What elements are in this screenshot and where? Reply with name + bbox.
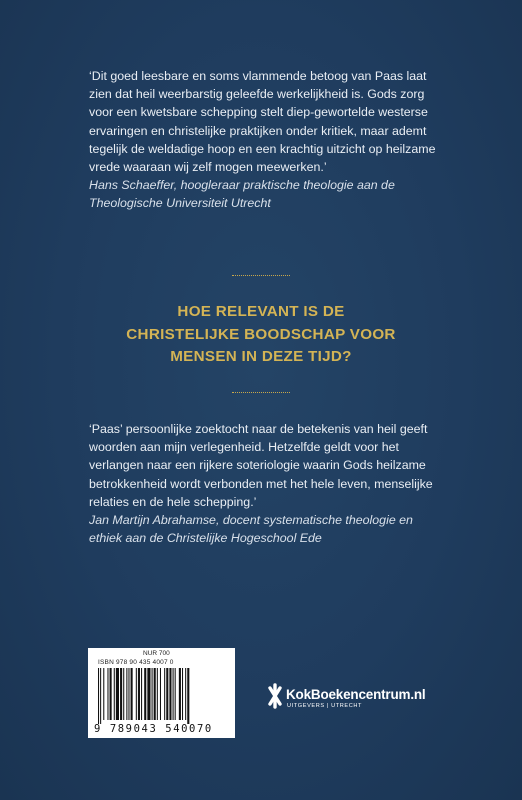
barcode-digits: 9 789043 540070: [94, 723, 213, 735]
review-quote-1-text: ‘Dit goed leesbare en soms vlammende betoog van Paas laat zien dat heil weerbarstig geleefde werkelijkheid is. Gods zorg voor een kwetsbare schepping stelt diep-gewortelde westerse ervaringen en christelijke praktijken onder kritiek, maar ademt tegelijk de weldadige hoop en een krachtig uitzicht op heilzame vrede waaraan wij zelf mogen meewerken.’: [89, 69, 436, 175]
barcode-box: [88, 648, 235, 738]
dotted-divider-top: [232, 275, 290, 276]
headline: [40, 301, 482, 369]
headline-line-1: HOE RELEVANT IS DE: [177, 303, 345, 320]
review-quote-1-attribution: Hans Schaeffer, hoogleraar praktische theologie aan de Theologische Universiteit Utrecht: [89, 178, 395, 211]
publisher-logo: [266, 682, 456, 712]
publisher-subtitle: UITGEVERS | UTRECHT: [287, 703, 363, 709]
headline-line-2: CHRISTELIJKE BOODSCHAP VOOR: [126, 325, 396, 343]
barcode-bars: [98, 668, 225, 724]
review-quote-1: [89, 67, 449, 213]
isbn-label: ISBN 978 90 435 4007 0: [98, 659, 174, 666]
review-quote-2: [89, 420, 449, 547]
kokboekencentrum-star-icon: [266, 682, 284, 710]
publisher-name: KokBoekencentrum.nl: [286, 687, 426, 702]
nur-code: NUR 700: [143, 650, 170, 657]
dotted-divider-bottom: [232, 392, 290, 393]
review-quote-2-text: ‘Paas’ persoonlijke zoektocht naar de betekenis van heil geeft woorden aan mijn verlegenheid. Hetzelfde geldt voor het verlangen naar een rijkere soteriologie waarin Gods heilzame betrokkenheid wordt verbonden met het hele leven, menselijke relaties en de hele schepping.’: [89, 422, 433, 509]
headline-line-3: MENSEN IN DEZE TIJD?: [170, 348, 352, 365]
review-quote-2-attribution: Jan Martijn Abrahamse, docent systematische theologie en ethiek aan de Christelijke Hogeschool Ede: [89, 513, 413, 546]
